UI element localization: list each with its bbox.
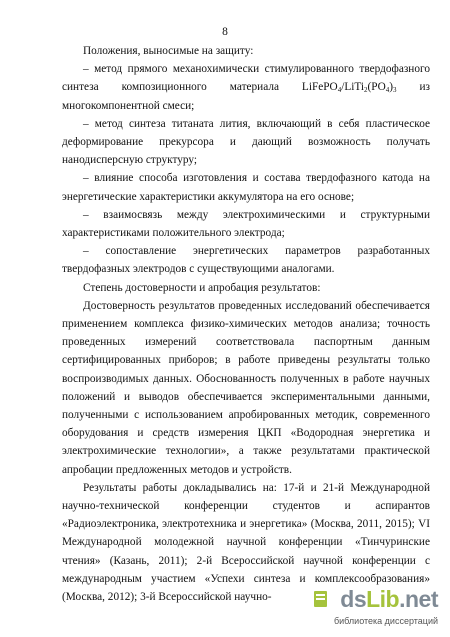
theses-heading: Положения, выносимые на защиту: (83, 45, 254, 57)
watermark (332, 586, 444, 632)
watermark-logo: dsLib.net (340, 586, 438, 612)
thesis-item-1: – метод прямого механохимически стимулированного твердофазного синтеза композиционного материала $LiFePO_4/LiTi_2(PO_4)_3$ из многокомпонентной смеси; (62, 63, 430, 112)
book-icon (312, 589, 330, 609)
thesis-item-5: – сопоставление энергетических параметров разработанных твердофазных электродов с существующими аналогами. (62, 245, 430, 276)
page-number: 8 (222, 26, 228, 38)
thesis-item-4: – взаимосвязь между электрохимическими и структурными характеристиками положительного электрода; (62, 208, 430, 240)
document-body (62, 42, 430, 606)
reliability-paragraph: Достоверность результатов проведенных исследований обеспечивается применением комплекса физико-химических методов анализа; точность проведенных измерений соответствовала паспортным данным сертифицированных приборов; в работе приведены результаты только воспроизводимых данных. Обоснованность полученных в работе научных положений и выводов обеспечивается экспериментальными данными, полученными с использованием апробированных методик, современного оборудования и средств измерения ЦКП «Водородная энергетика и электрохимические технологии», а также результатами практической апробации предложенных методов и устройств. (62, 299, 430, 476)
approbation-paragraph: Результаты работы докладывались на: 17-й и 21-й Международной научно-технической конференции студентов и аспирантов «Радиоэлектроника, электротехника и энергетика» (Москва, 2011, 2015); VI Международной молодежной научной конференции «Тинчуринские чтения» (Казань, 2011); 2-й Всероссийской научной конференции с международным участием «Успехи синтеза и комплексообразования» (Москва, 2012); 3-й Всероссийской научно- (62, 481, 430, 604)
section-title: Степень достоверности и апробация результатов: (83, 281, 321, 294)
thesis-item-3: – влияние способа изготовления и состава твердофазного катода на энергетические характеристики аккумулятора на его основе; (62, 172, 430, 203)
thesis-item-2: – метод синтеза титаната лития, включающий в себя пластическое деформирование прекурсора и дающий возможность получать нанодисперсную структуру; (62, 117, 430, 167)
watermark-subtitle: библиотека диссертаций (333, 616, 438, 626)
